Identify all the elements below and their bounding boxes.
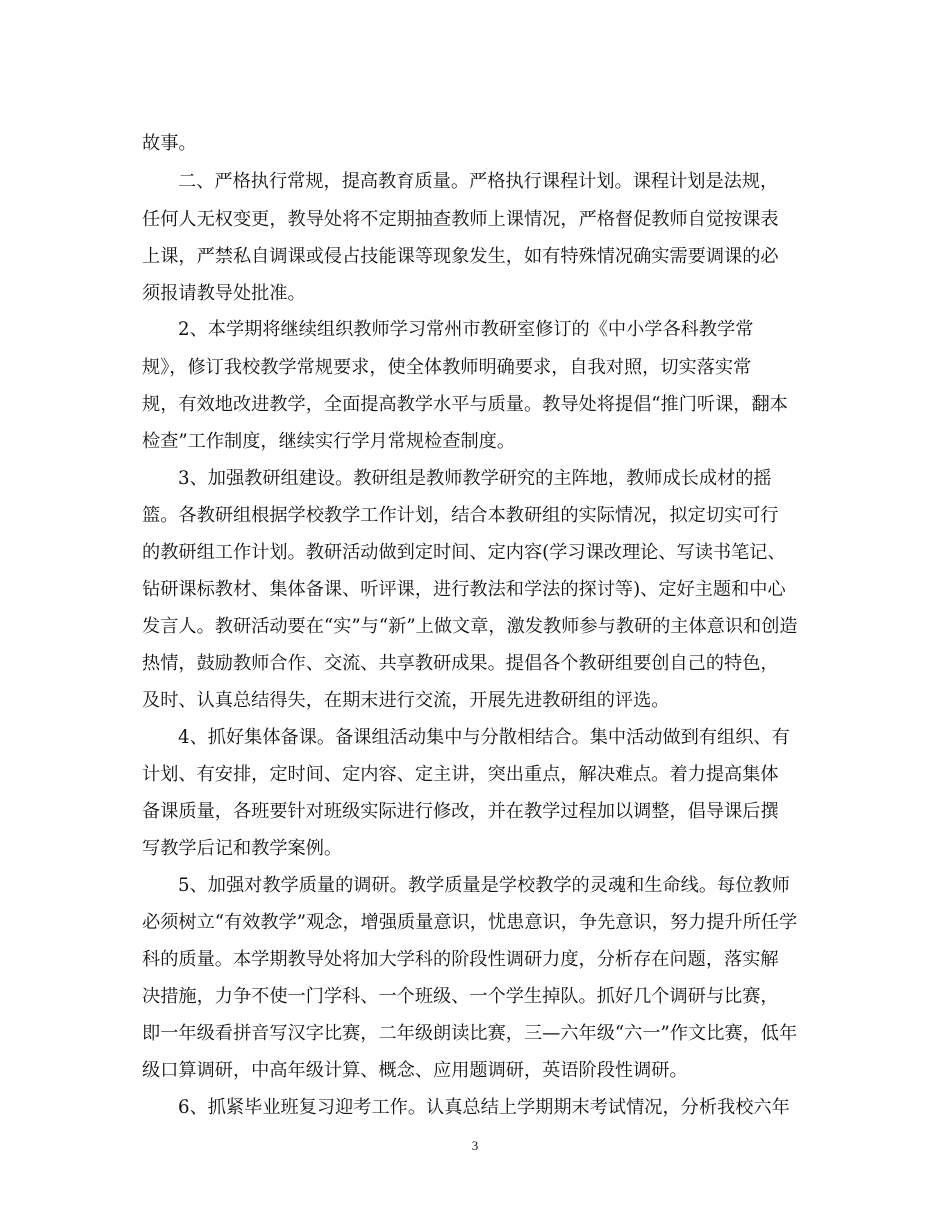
text-line: 须报请教导处批准。 bbox=[142, 283, 306, 304]
text-line: 计划、有安排，定时间、定内容、定主讲，突出重点，解决难点。着力提高集体 bbox=[142, 764, 779, 785]
text-line: 规》，修订我校教学常规要求，使全体教师明确要求，自我对照，切实落实常 bbox=[142, 357, 752, 378]
text-line: 故事。 bbox=[142, 133, 197, 154]
text-line: 4、抓好集体备课。备课组活动集中与分散相结合。集中活动做到有组织、有 bbox=[178, 727, 790, 748]
text-line: 钻研课标教材、集体备课、听评课，进行教法和学法的探讨等)、定好主题和中心 bbox=[142, 579, 786, 600]
text-line: 检查”工作制度，继续实行学月常规检查制度。 bbox=[142, 431, 516, 452]
text-line: 热情，鼓励教师合作、交流、共享教研成果。提倡各个教研组要创自己的特色， bbox=[142, 653, 779, 674]
text-line: 发言人。教研活动要在“实”与“新”上做文章，激发教师参与教研的主体意识和创造 bbox=[142, 616, 798, 637]
text-line: 及时、认真总结得失，在期末进行交流，开展先进教研组的评选。 bbox=[142, 690, 670, 711]
text-line: 必须树立“有效教学”观念，增强质量意识，忧患意识，争先意识，努力提升所任学 bbox=[142, 912, 798, 933]
text-line: 级口算调研，中高年级计算、概念、应用题调研，英语阶段性调研。 bbox=[142, 1060, 688, 1081]
text-line: 二、严格执行常规，提高教育质量。严格执行课程计划。课程计划是法规， bbox=[178, 171, 779, 192]
text-line: 任何人无权变更，教导处将不定期抽查教师上课情况，严格督促教师自觉按课表 bbox=[142, 209, 779, 230]
text-line: 3、加强教研组建设。教研组是教师教学研究的主阵地，教师成长成材的摇 bbox=[178, 468, 772, 489]
text-line: 备课质量，各班要针对班级实际进行修改，并在教学过程加以调整，倡导课后撰 bbox=[142, 801, 779, 822]
text-line: 6、抓紧毕业班复习迎考工作。认真总结上学期期末考试情况，分析我校六年 bbox=[178, 1097, 790, 1118]
text-line: 的教研组工作计划。教研活动做到定时间、定内容(学习课改理论、写读书笔记、 bbox=[142, 542, 786, 563]
text-line: 篮。各教研组根据学校教学工作计划，结合本教研组的实际情况，拟定切实可行 bbox=[142, 505, 779, 526]
text-line: 决措施，力争不使一门学科、一个班级、一个学生掉队。抓好几个调研与比赛， bbox=[142, 986, 779, 1007]
text-line: 即一年级看拼音写汉字比赛，二年级朗读比赛，三—六年级“六一”作文比赛，低年 bbox=[142, 1023, 798, 1044]
text-line: 5、加强对教学质量的调研。教学质量是学校教学的灵魂和生命线。每位教师 bbox=[178, 875, 790, 896]
text-line: 写教学后记和教学案例。 bbox=[142, 838, 343, 859]
page-number: 3 bbox=[471, 1138, 479, 1153]
text-line: 2、本学期将继续组织教师学习常州市教研室修订的《中小学各科教学常 bbox=[178, 319, 754, 340]
text-line: 上课，严禁私自调课或侵占技能课等现象发生，如有特殊情况确实需要调课的必 bbox=[142, 246, 779, 267]
text-line: 规，有效地改进教学，全面提高教学水平与质量。教导处将提倡“推门听课，翻本 bbox=[142, 394, 788, 415]
text-line: 科的质量。本学期教导处将加大学科的阶段性调研力度，分析存在问题，落实解 bbox=[142, 949, 779, 970]
